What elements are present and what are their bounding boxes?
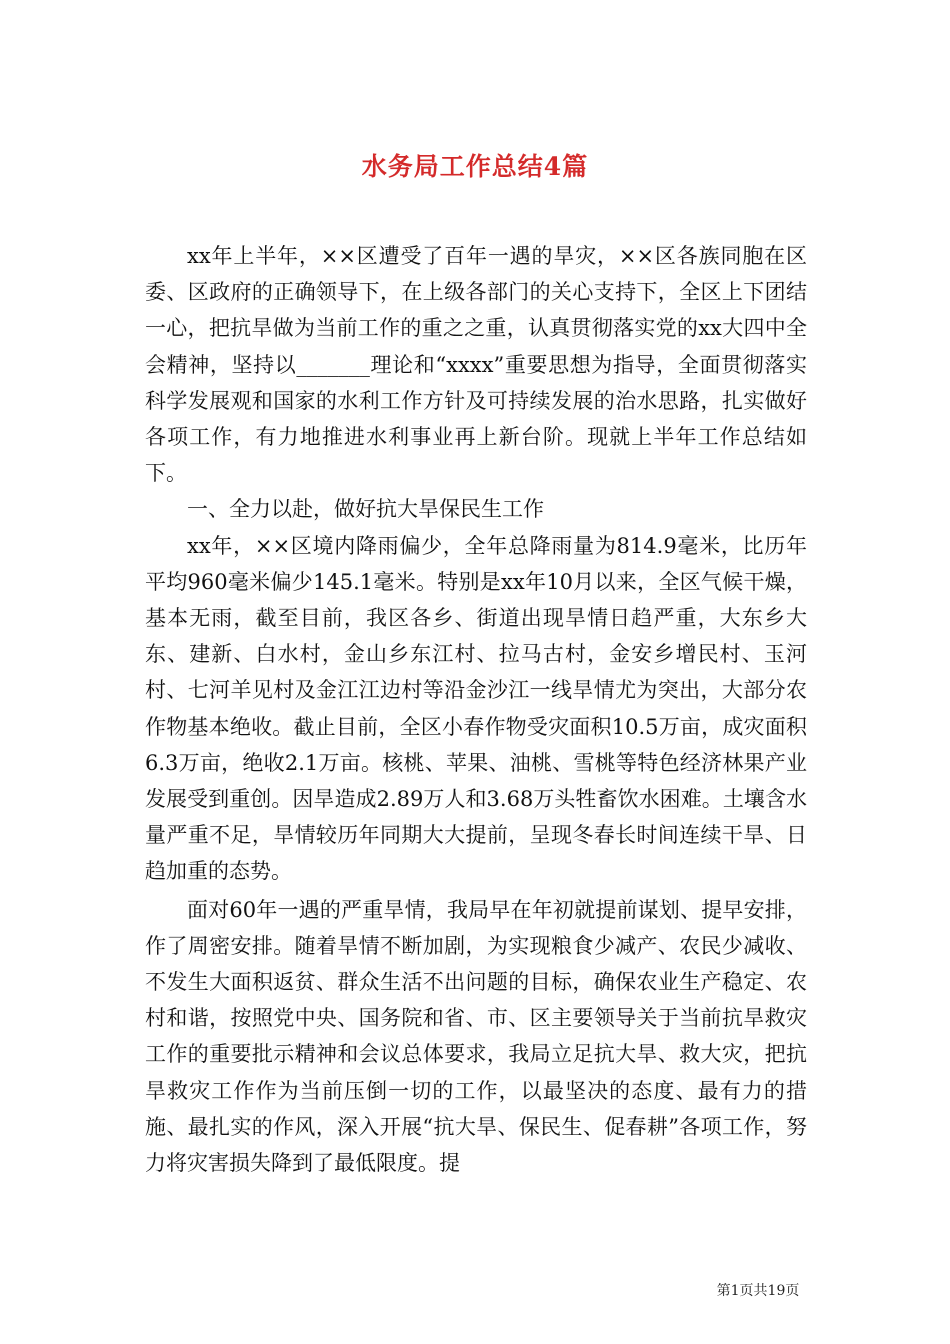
document-body	[145, 238, 807, 1181]
drought-situation-paragraph: xx年，××区境内降雨偏少，全年总降雨量为814.9毫米，比历年平均960毫米偏少145.1毫米。特别是xx年10月以来，全区气候干燥，基本无雨，截至目前，我区各乡、街道出现旱情日趋严重，大东乡大东、建新、白水村，金山乡东江村、拉马古村，金安乡增民村、玉河村、七河羊见村及金江江边村等沿金沙江一线旱情尤为突出，大部分农作物基本绝收。截止目前，全区小春作物受灾面积10.5万亩，成灾面积6.3万亩，绝收2.1万亩。核桃、苹果、油桃、雪桃等特色经济林果产业发展受到重创。因旱造成2.89万人和3.68万头牲畜饮水困难。土壤含水量严重不足，旱情较历年同期大大提前，呈现冬春长时间连续干旱、日趋加重的态势。	[145, 533, 807, 884]
section-heading: 一、全力以赴，做好抗大旱保民生工作	[187, 497, 544, 522]
page-number: 第1页共19页	[716, 1283, 800, 1299]
page-footer	[0, 1282, 950, 1300]
page-title: 水务局工作总结4篇	[361, 151, 589, 181]
intro-paragraph: xx年上半年，××区遭受了百年一遇的旱灾，××区各族同胞在区委、区政府的正确领导下，在上级各部门的关心支持下，全区上下团结一心，把抗旱做为当前工作的重之之重，认真贯彻落实党的xx大四中全会精神，坚持以_______理论和“xxxx”重要思想为指导，全面贯彻落实科学发展观和国家的水利工作方针及可持续发展的治水思路，扎实做好各项工作，有力地推进水利事业再上新台阶。现就上半年工作总结如下。	[145, 244, 807, 486]
response-paragraph: 面对60年一遇的严重旱情，我局早在年初就提前谋划、提早安排，作了周密安排。随着旱情不断加剧，为实现粮食少减产、农民少减收、不发生大面积返贫、群众生活不出问题的目标，确保农业生产稳定、农村和谐，按照党中央、国务院和省、市、区主要领导关于当前抗旱救灾工作的重要批示精神和会议总体要求，我局立足抗大旱、救大灾，把抗旱救灾工作作为当前压倒一切的工作，以最坚决的态度、最有力的措施、最扎实的作风，深入开展“抗大旱、保民生、促春耕”各项工作，努力将灾害损失降到了最低限度。提	[145, 897, 807, 1176]
